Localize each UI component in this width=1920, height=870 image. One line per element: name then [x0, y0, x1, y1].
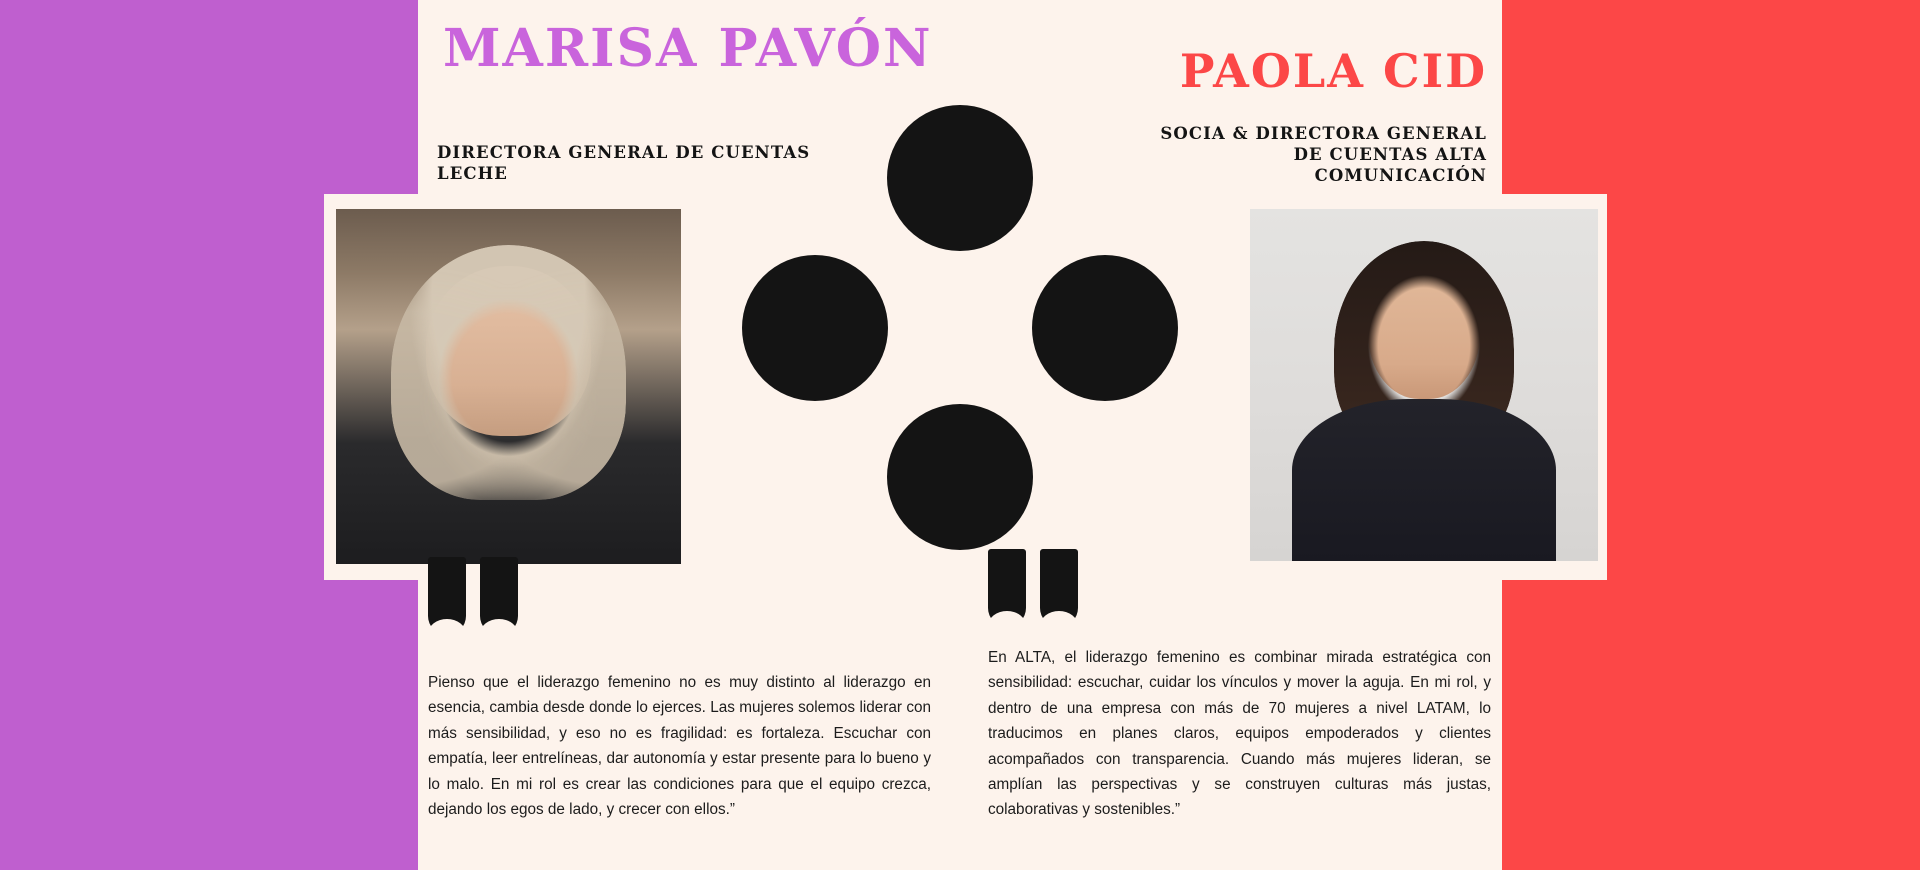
- right-profile-quote: En ALTA, el liderazgo femenino es combinar mirada estratégica con sensibilidad: escuchar, cuidar los vínculos y mover la aguja. En mi rol, y dentro de una empresa con más de 70 mujeres a nivel LATAM, lo traducimos en planes claros, equipos empoderados y clientes acompañados con transparencia. Cuando más mujeres lideran, se amplían las perspectivas y se construyen culturas más justas, colaborativas y sostenibles.”: [988, 649, 1491, 819]
- portrait-hair-shape: [1334, 241, 1515, 459]
- left-quote-mark-icon: [428, 557, 518, 635]
- right-quote-mark-icon: [988, 549, 1078, 627]
- portrait-image-marisa: [336, 209, 681, 564]
- portrait-image-paola: [1250, 209, 1598, 561]
- left-profile-name: MARISA PAVÓN: [443, 18, 933, 79]
- dot-bottom-icon: [887, 404, 1033, 550]
- portrait-shirt-shape: [1393, 477, 1456, 561]
- right-profile-name: PAOLA CID: [1179, 44, 1487, 98]
- left-profile-quote: Pienso que el liderazgo femenino no es muy distinto al liderazgo en esencia, cambia desde donde lo ejerces. Las mujeres solemos liderar con más sensibilidad, y eso no es fragilidad: es fortaleza. Escuchar con empatía, leer entrelíneas, dar autonomía y estar presente para lo bueno y lo malo. En mi rol es crear las condiciones para que el equipo crezca, dejando los egos de lado, y crecer con ellos.”: [428, 674, 931, 819]
- dot-right-icon: [1032, 255, 1178, 401]
- dot-top-icon: [887, 105, 1033, 251]
- left-profile-photo: [336, 209, 681, 564]
- right-profile-role: SOCIA & DIRECTORA GENERAL DE CUENTAS ALTA COMUNICACIÓN: [1160, 124, 1487, 186]
- left-profile-role: DIRECTORA GENERAL DE CUENTAS LECHE: [437, 143, 811, 184]
- right-profile-photo: [1250, 209, 1598, 561]
- dot-left-icon: [742, 255, 888, 401]
